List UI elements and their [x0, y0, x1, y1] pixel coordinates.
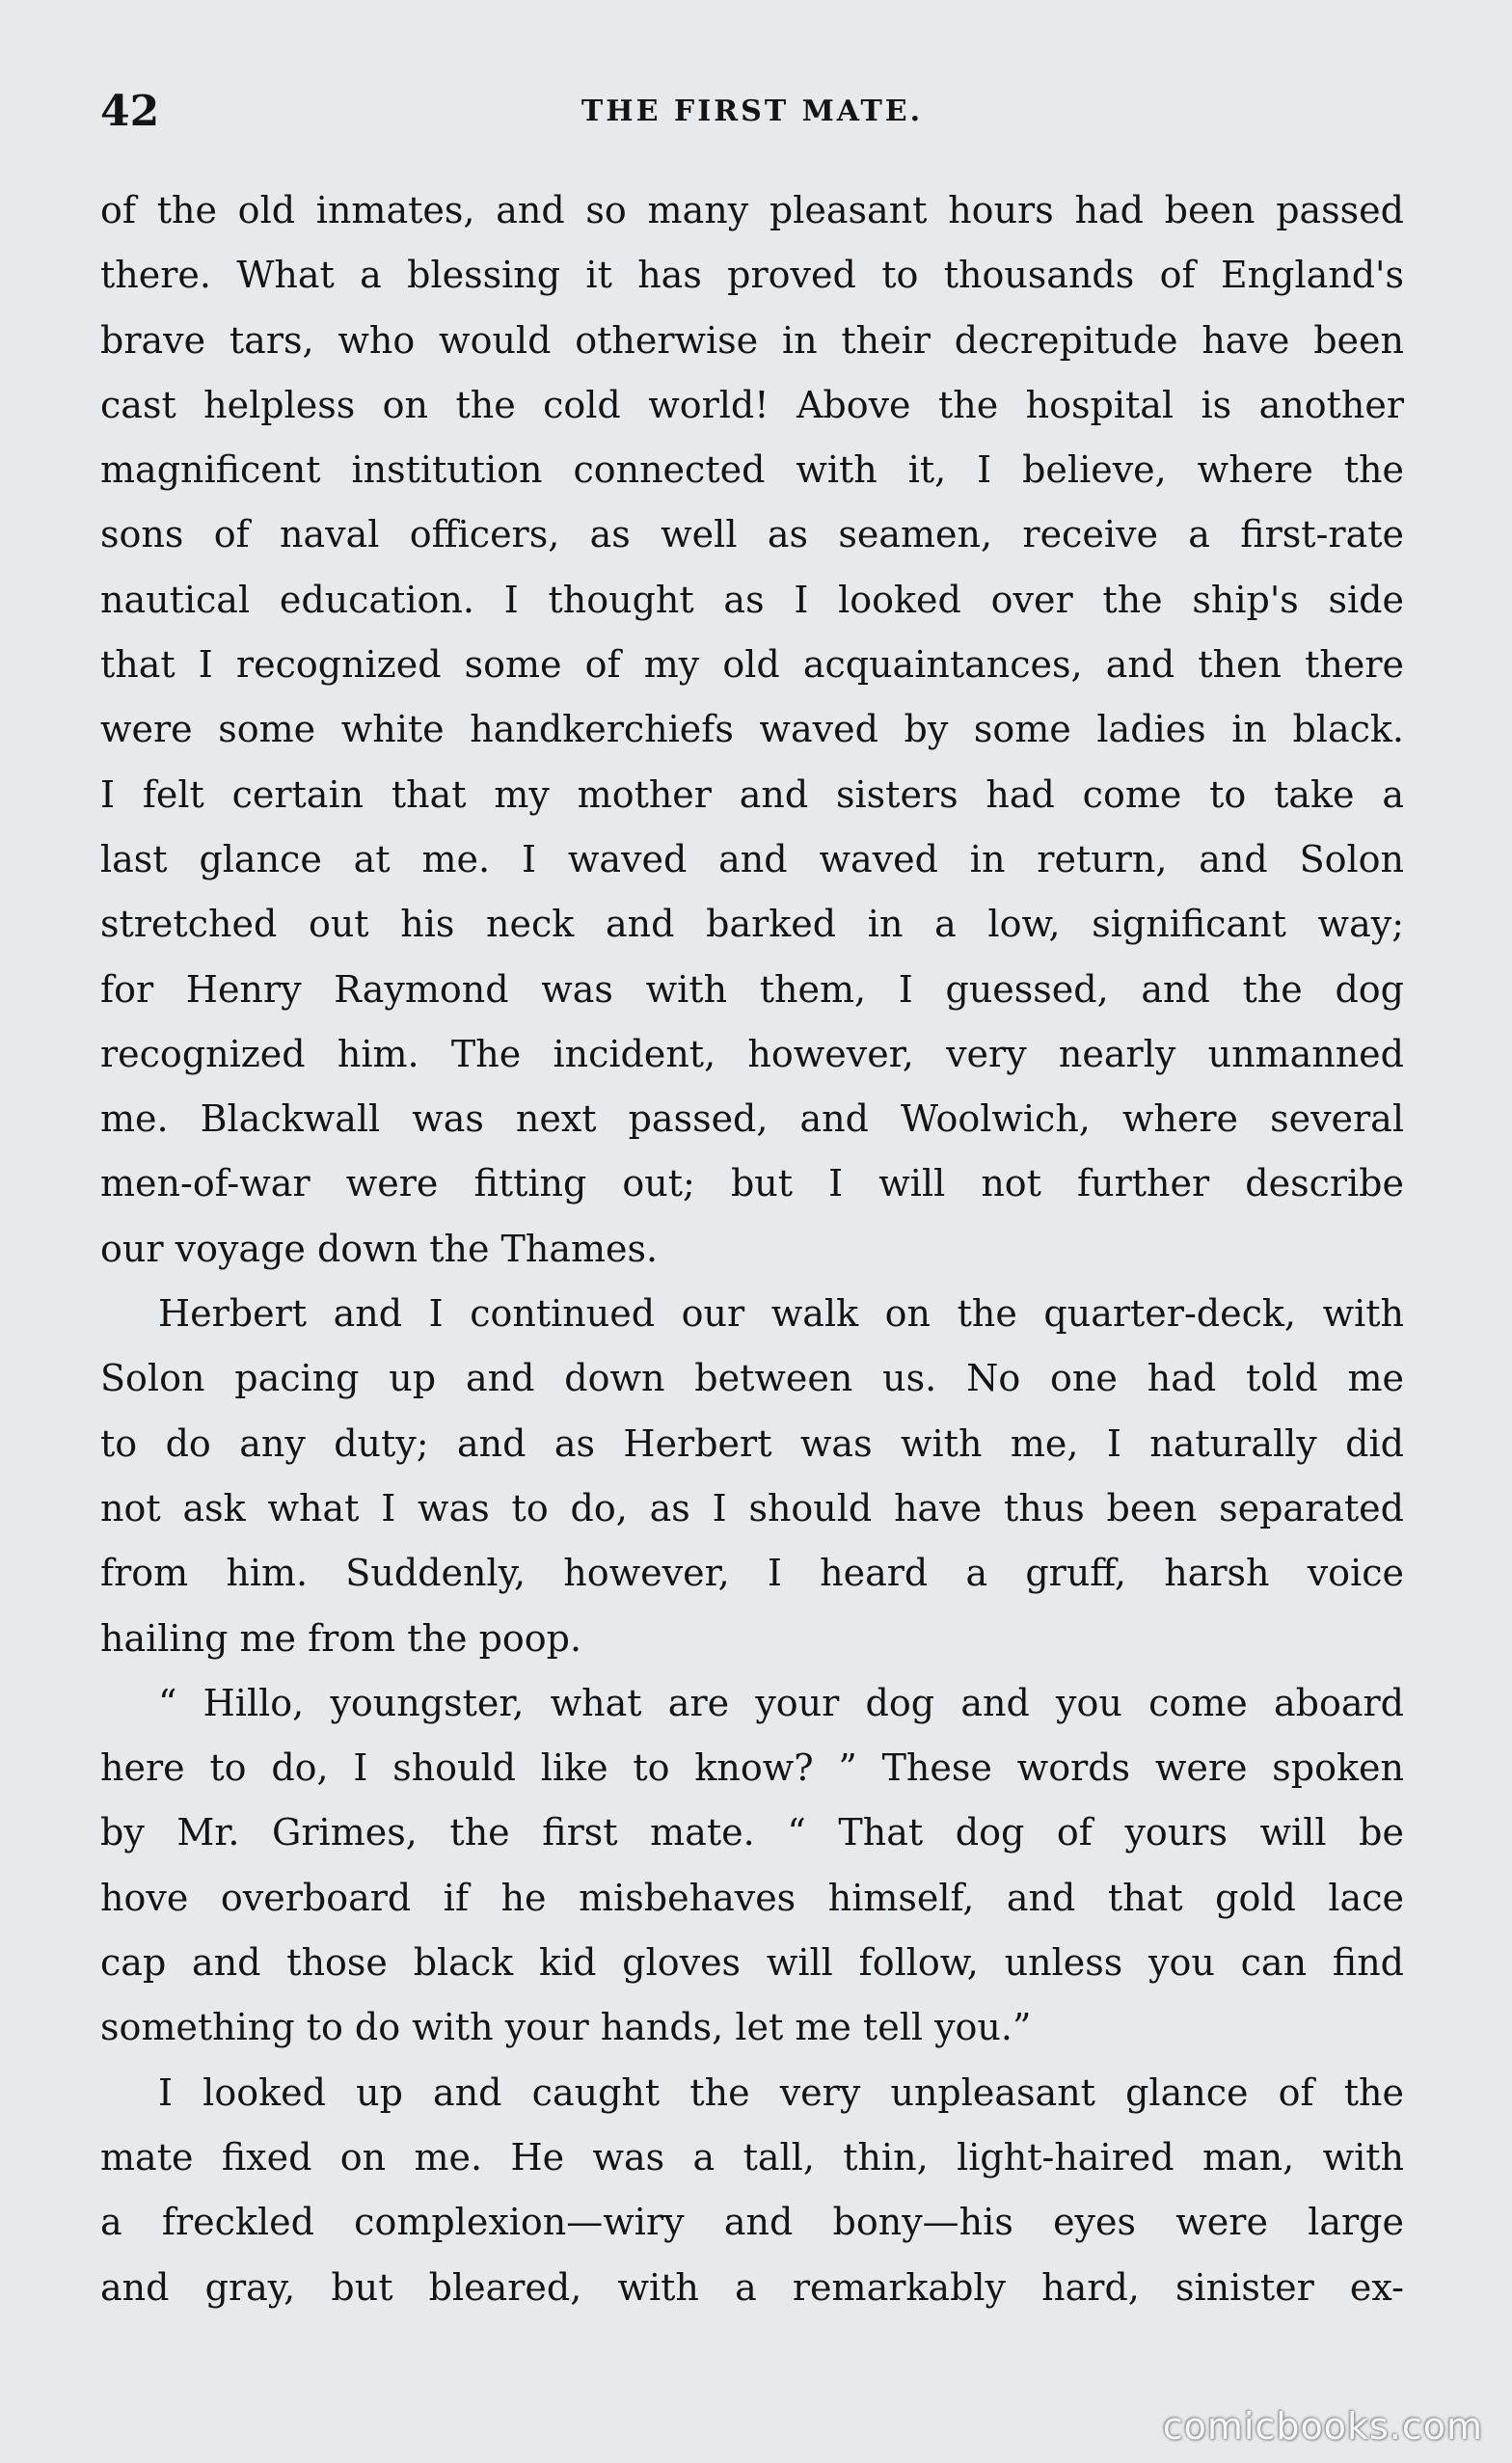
text-line: I looked up and caught the very unpleasant glance of the	[158, 2071, 1404, 2114]
text-line: magnificent institution connected with it, I believe, where the	[100, 448, 1404, 492]
text-line: sons of naval officers, as well as seamen, receive a first-rate	[100, 513, 1404, 556]
text-line: to do any duty; and as Herbert was with me, I naturally did	[100, 1421, 1404, 1465]
running-title: THE FIRST MATE.	[580, 95, 924, 128]
text-line: Herbert and I continued our walk on the quarter-deck, with	[158, 1292, 1404, 1336]
text-line: mate fixed on me. He was a tall, thin, light-haired man, with	[100, 2135, 1404, 2179]
text-line: cap and those black kid gloves will follow, unless you can find	[100, 1941, 1404, 1985]
text-line: something to do with your hands, let me tell you.”	[100, 2006, 1032, 2049]
text-line: last glance at me. I waved and waved in return, and Solon	[100, 837, 1404, 880]
text-line: nautical education. I thought as I looked over the ship's side	[100, 578, 1404, 621]
text-line: and gray, but bleared, with a remarkably hard, sinister ex-	[100, 2265, 1404, 2309]
text-line: here to do, I should like to know? ” These words were spoken	[100, 1746, 1404, 1790]
text-line: men-of-war were fitting out; but I will not further describe	[100, 1162, 1404, 1205]
text-line: of the old inmates, and so many pleasant hours had been passed	[100, 189, 1404, 231]
watermark: comicbooks.com	[1162, 2405, 1483, 2448]
text-line: cast helpless on the cold world! Above the hospital is another	[100, 383, 1404, 426]
text-line: Solon pacing up and down between us. No one had told me	[100, 1357, 1404, 1400]
text-line: recognized him. The incident, however, very nearly unmanned	[100, 1032, 1404, 1075]
page-header	[100, 83, 1404, 141]
body-text	[100, 178, 1404, 2320]
text-line: not ask what I was to do, as I should have thus been separated	[100, 1486, 1404, 1529]
text-line: me. Blackwall was next passed, and Woolwich, where several	[100, 1097, 1404, 1141]
text-line: “ Hillo, youngster, what are your dog and you come aboard	[158, 1681, 1404, 1724]
text-line: were some white handkerchiefs waved by some ladies in black.	[100, 708, 1404, 751]
text-line: for Henry Raymond was with them, I guessed, and the dog	[100, 967, 1404, 1011]
text-line: stretched out his neck and barked in a low, significant way;	[100, 903, 1404, 946]
text-line: a freckled complexion—wiry and bony—his eyes were large	[100, 2201, 1404, 2244]
text-line: from him. Suddenly, however, I heard a gruff, harsh voice	[100, 1552, 1404, 1595]
text-line: I felt certain that my mother and sisters had come to take a	[100, 772, 1404, 816]
text-line: that I recognized some of my old acquaintances, and then there	[100, 643, 1404, 687]
text-line: hailing me from the poop.	[100, 1616, 582, 1660]
text-line: hove overboard if he misbehaves himself, and that gold lace	[100, 1876, 1404, 1919]
text-line: brave tars, who would otherwise in their decrepitude have been	[100, 318, 1404, 362]
page-number: 42	[100, 87, 160, 136]
text-line: there. What a blessing it has proved to thousands of England's	[100, 254, 1404, 297]
text-line: by Mr. Grimes, the first mate. “ That dog of yours will be	[100, 1811, 1404, 1854]
text-line: our voyage down the Thames.	[100, 1227, 659, 1270]
